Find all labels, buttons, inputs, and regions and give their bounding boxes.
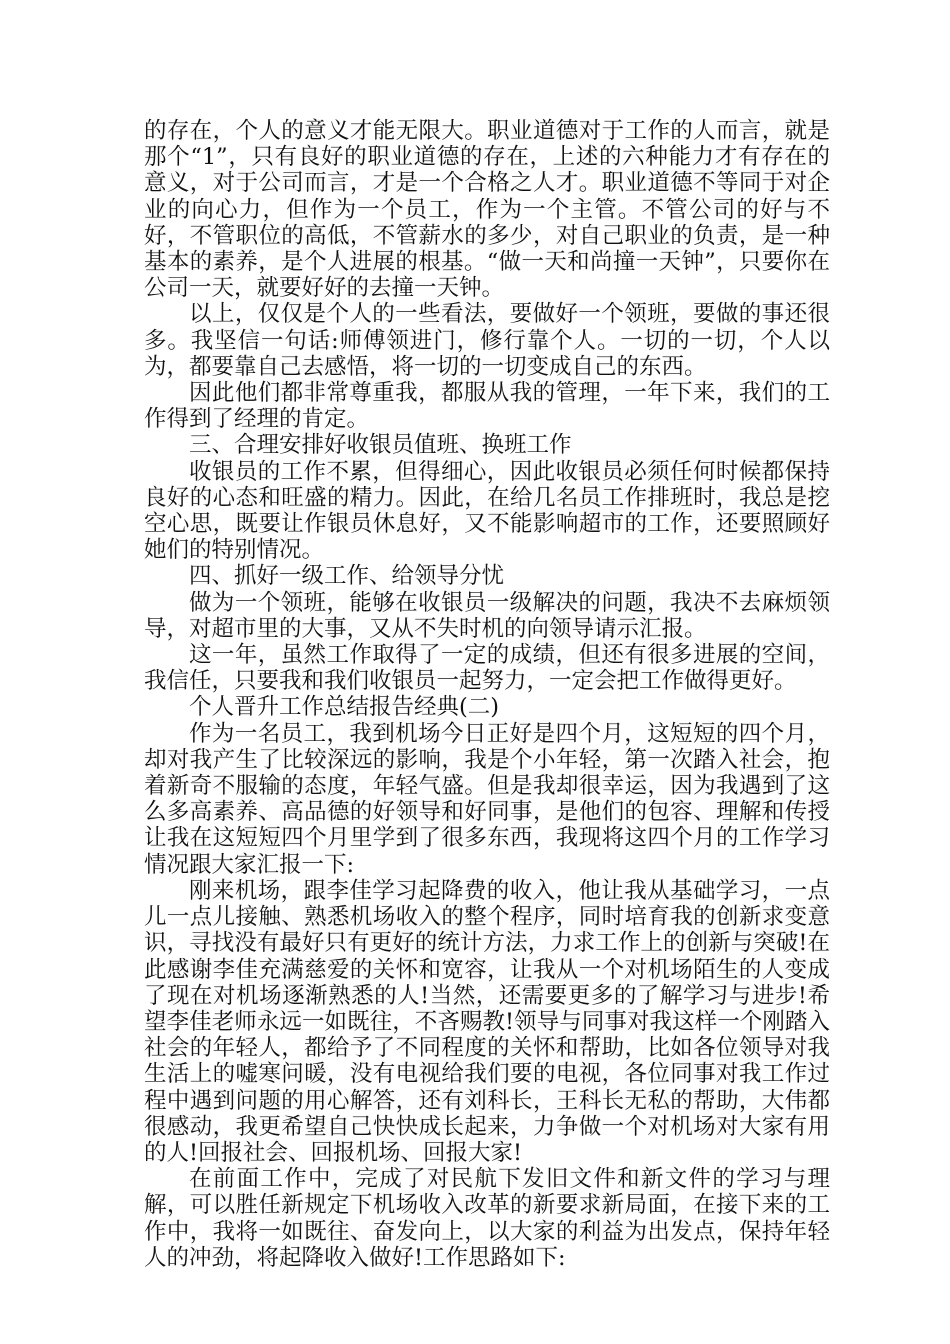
paragraph-1: 的存在，个人的意义才能无限大。职业道德对于工作的人而言，就是那个“1”，只有良好的职业道德的存在，上述的六种能力才有存在的意义，对于公司而言，才是一个合格之人才。职业道德不等同于对企业的向心力，但作为一个员工，作为一个主管。不管公司的好与不好，不管职位的高低，不管薪水的多少，对自己职业的负责，是一种基本的素养，是个人进展的根基。“做一天和尚撞一天钟”，只要你在公司一天，就要好好的去撞一天钟。 xyxy=(144,118,830,302)
paragraph-11: 刚来机场，跟李佳学习起降费的收入，他让我从基础学习，一点儿一点儿接触、熟悉机场收入的整个程序，同时培育我的创新求变意识，寻找没有最好只有更好的统计方法，力求工作上的创新与突破!在此感谢李佳充满慈爱的关怀和宽容，让我从一个对机场陌生的人变成了现在对机场逐渐熟悉的人!当然，还需要更多的了解学习与进步!希望李佳老师永远一如既往，不吝赐教!领导与同事对我这样一个刚踏入社会的年轻人，都给予了不同程度的关怀和帮助，比如各位领导对我生活上的嘘寒问暖，没有电视给我们要的电视，各位同事对我工作过程中遇到问题的用心解答，还有刘科长，王科长无私的帮助，大伟都很感动，我更希望自己快快成长起来，力争做一个对机场对大家有用的人!回报社会、回报机场、回报大家! xyxy=(144,877,830,1166)
report-title: 个人晋升工作总结报告经典(二) xyxy=(189,694,500,721)
paragraph-10: 作为一名员工，我到机场今日正好是四个月，这短短的四个月，却对我产生了比较深远的影响，我是个小年轻，第一次踏入社会，抱着新奇不服输的态度，年轻气盛。但是我却很幸运，因为我遇到了这么多高素养、高品德的好领导和好同事，是他们的包容、理解和传授让我在这短短四个月里学到了很多东西，我现将这四个月的工作学习情况跟大家汇报一下: xyxy=(144,720,830,878)
paragraph-12: 在前面工作中，完成了对民航下发旧文件和新文件的学习与理解，可以胜任新规定下机场收入改革的新要求新局面，在接下来的工作中，我将一如既往、奋发向上，以大家的利益为出发点，保持年轻人的冲劲，将起降收入做好!工作思路如下: xyxy=(144,1166,830,1271)
paragraph-2: 以上，仅仅是个人的一些看法，要做好一个领班，要做的事还很多。我坚信一句话:师傅领进门，修行靠个人。一切的一切，个人以为，都要靠自己去感悟，将一切的一切变成自己的东西。 xyxy=(144,301,830,380)
paragraph-3: 因此他们都非常尊重我，都服从我的管理，一年下来，我们的工作得到了经理的肯定。 xyxy=(144,380,830,433)
paragraph-7: 做为一个领班，能够在收银员一级解决的问题，我决不去麻烦领导，对超市里的大事，又从不失时机的向领导请示汇报。 xyxy=(144,589,830,642)
section-heading-3: 三、合理安排好收银员值班、换班工作 xyxy=(189,432,572,459)
paragraph-8: 这一年，虽然工作取得了一定的成绩，但还有很多进展的空间，我信任，只要我和我们收银员一起努力，一定会把工作做得更好。 xyxy=(144,642,830,695)
paragraph-5: 收银员的工作不累，但得细心，因此收银员必须任何时候都保持良好的心态和旺盛的精力。因此，在给几名员工作排班时，我总是挖空心思，既要让作银员休息好，又不能影响超市的工作，还要照顾好她们的特别情况。 xyxy=(144,458,830,564)
document-page xyxy=(144,118,830,1271)
section-heading-4: 四、抓好一级工作、给领导分忧 xyxy=(189,563,505,590)
